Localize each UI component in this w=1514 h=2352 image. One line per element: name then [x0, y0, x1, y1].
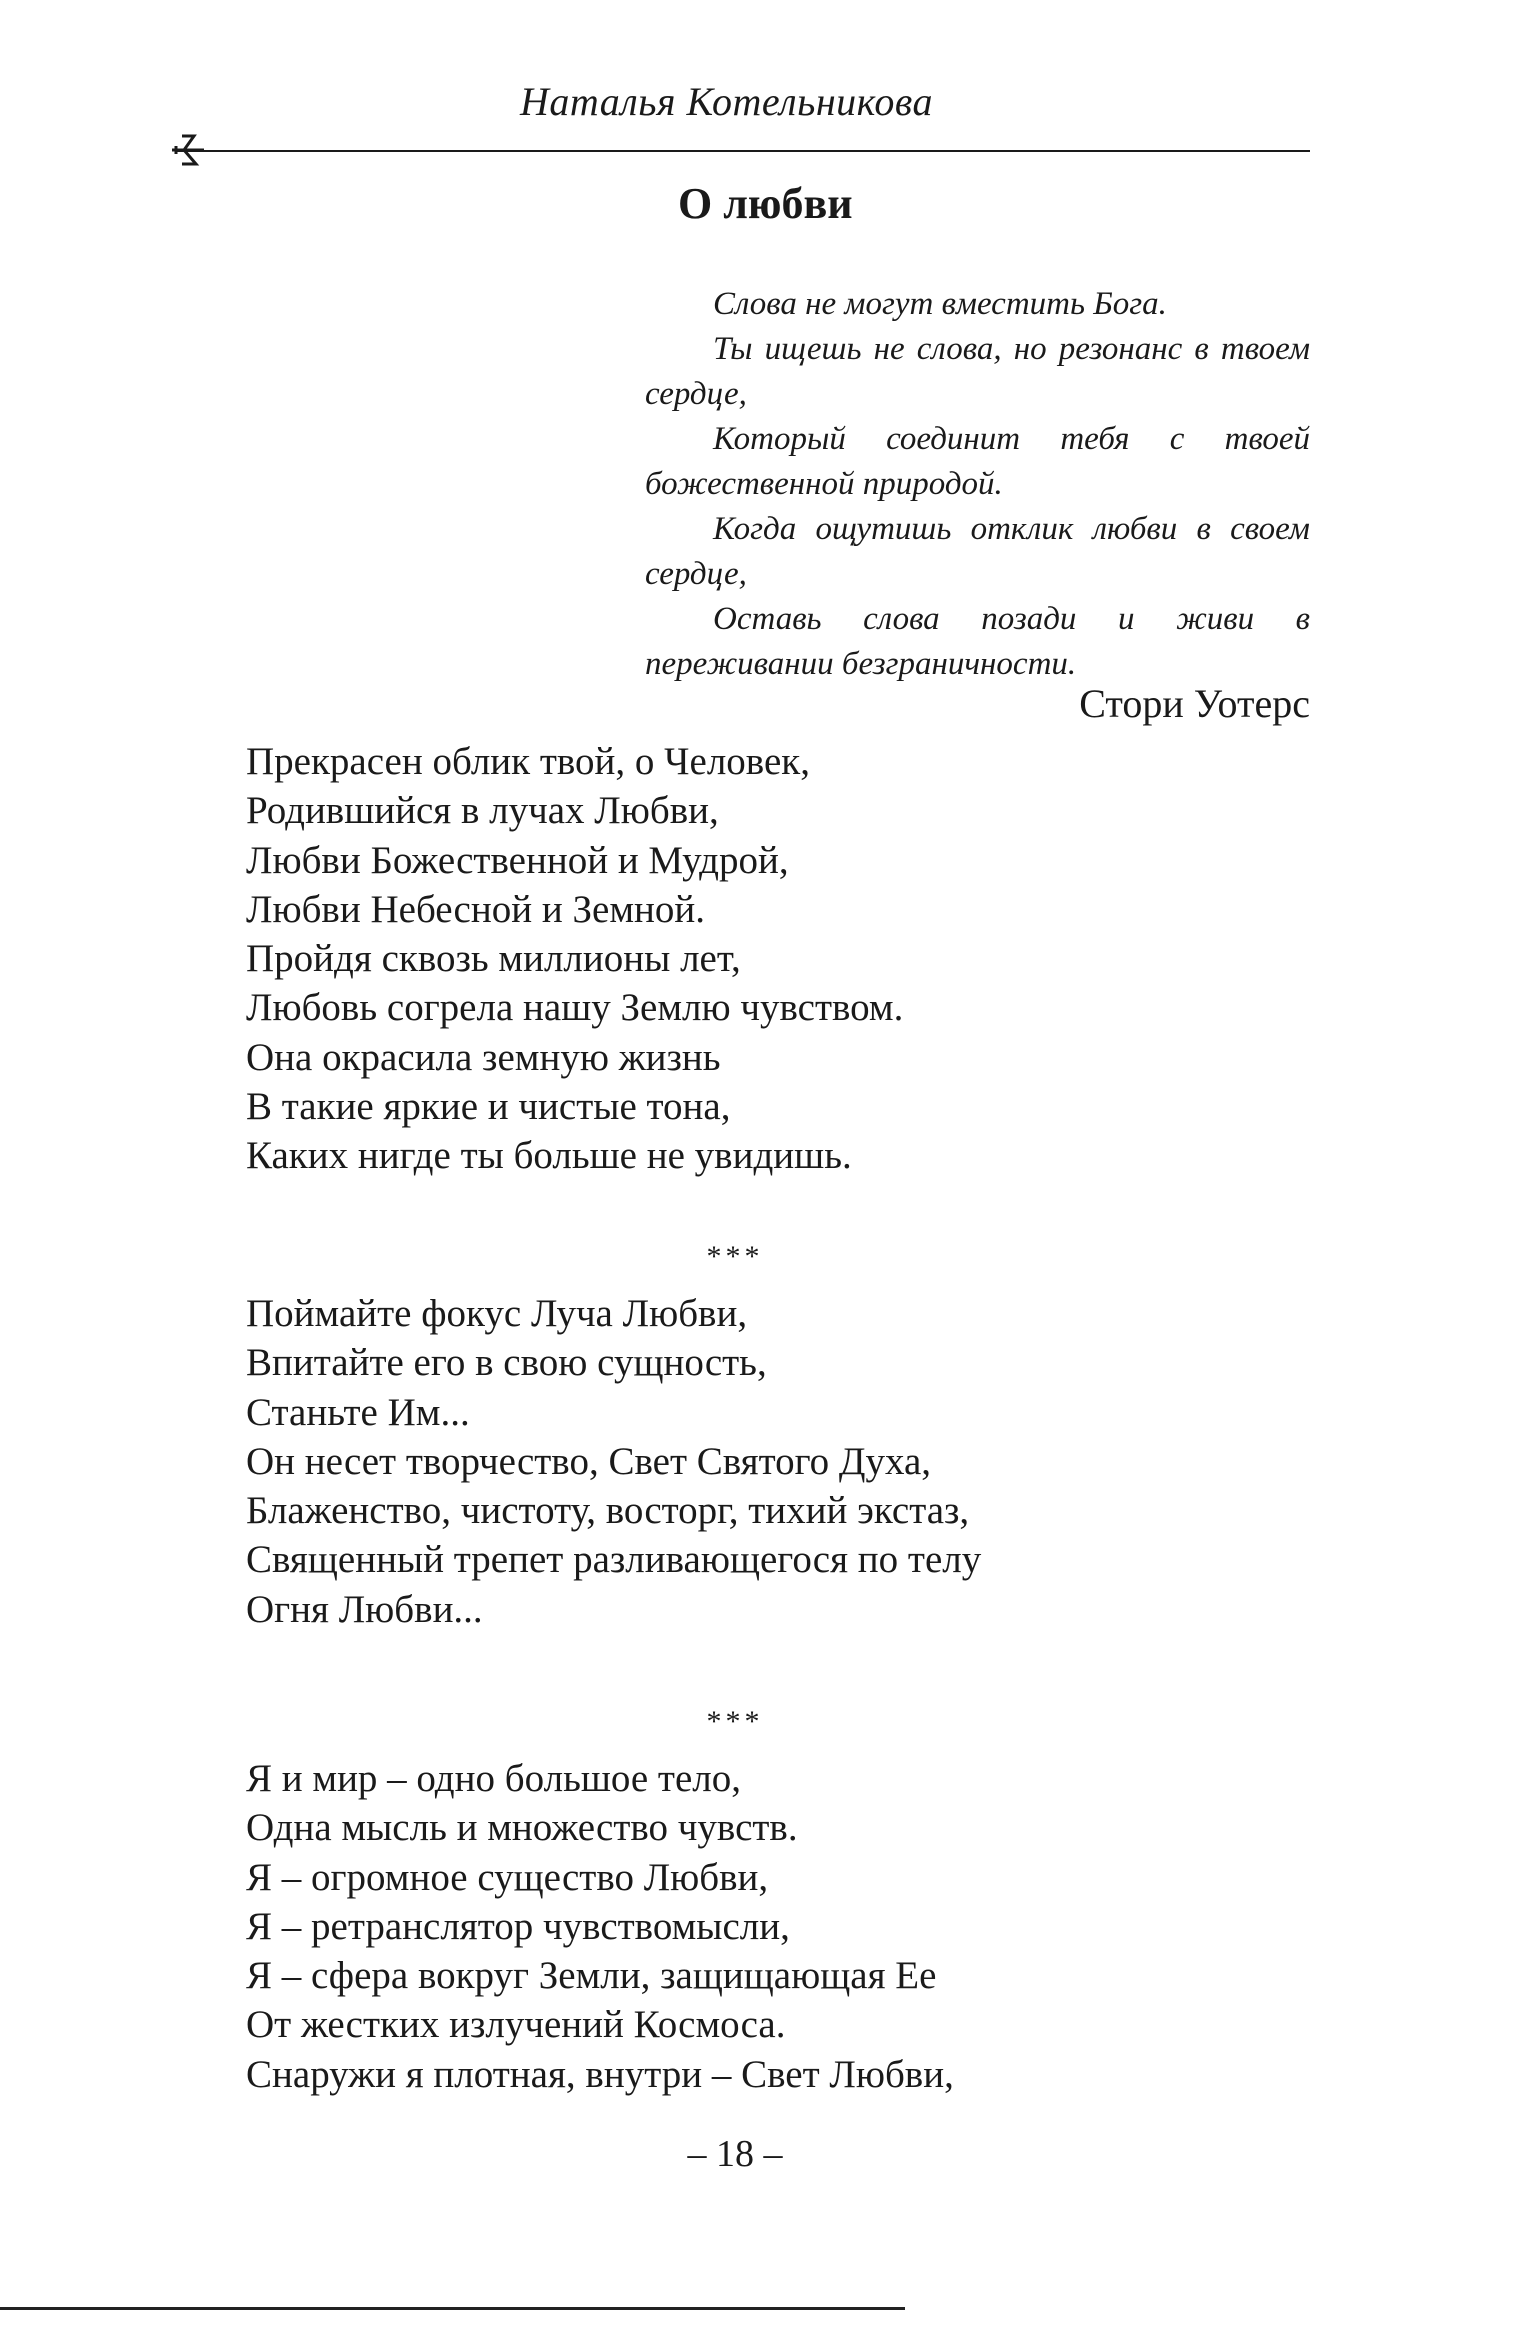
- running-header-author: Наталья Котельникова: [520, 79, 933, 124]
- poem-line: Прекрасен облик твой, о Человек,: [246, 740, 810, 783]
- poem-line: Любви Небесной и Земной.: [246, 887, 705, 931]
- poem-line: Каких нигде ты больше не увидишь.: [246, 1134, 852, 1178]
- poem-stanza-1: [246, 737, 903, 1181]
- epigraph-line: Оставь слова позади и живи в переживании безграничности.: [645, 601, 1310, 682]
- stanza-separator: ***: [706, 1240, 764, 1273]
- poem-line: Блаженство, чистоту, восторг, тихий экстаз,: [246, 1489, 970, 1533]
- poem-line: Я – ретранслятор чувствомысли,: [246, 1904, 790, 1948]
- poem-stanza-2: [246, 1289, 981, 1634]
- poem-line: Любовь согрела нашу Землю чувством.: [246, 986, 904, 1030]
- scan-edge-rule: [0, 2307, 905, 2310]
- epigraph-author: Стори Уотерс: [1079, 681, 1310, 726]
- poem-line: Я – сфера вокруг Земли, защищающая Ее: [246, 1954, 937, 1998]
- poem-line: Впитайте его в свою сущность,: [246, 1341, 767, 1385]
- poem-line: Станьте Им...: [246, 1390, 470, 1434]
- poem-line: Священный трепет разливающегося по телу: [246, 1538, 982, 1582]
- poem-line: Любви Божественной и Мудрой,: [246, 838, 789, 882]
- chapter-title: О любви: [678, 179, 853, 228]
- epigraph-line: Слова не могут вместить Бога.: [713, 286, 1167, 322]
- epigraph: [645, 282, 1310, 687]
- epigraph-line: Ты ищешь не слова, но резонанс в твоем сердце,: [645, 331, 1310, 412]
- poem-line: От жестких излучений Космоса.: [246, 2003, 786, 2047]
- poem-line: Я – огромное существо Любви,: [246, 1855, 769, 1899]
- poem-line: Родившийся в лучах Любви,: [246, 789, 719, 833]
- poem-line: Я и мир – одно большое тело,: [246, 1757, 741, 1800]
- poem-stanza-3: [246, 1754, 954, 2099]
- epigraph-line: Когда ощутишь отклик любви в своем сердце,: [645, 511, 1310, 592]
- poem-line: В такие яркие и чистые тона,: [246, 1085, 731, 1129]
- page-number: – 18 –: [687, 2133, 783, 2175]
- poem-line: Она окрасила земную жизнь: [246, 1035, 721, 1079]
- poem-line: Снаружи я плотная, внутри – Свет Любви,: [246, 2052, 954, 2096]
- header-divider: [175, 150, 1310, 152]
- poem-line: Поймайте фокус Луча Любви,: [246, 1292, 748, 1335]
- poem-line: Пройдя сквозь миллионы лет,: [246, 937, 741, 981]
- poem-line: Огня Любви...: [246, 1587, 483, 1631]
- poem-line: Он несет творчество, Свет Святого Духа,: [246, 1439, 932, 1483]
- stanza-separator: ***: [706, 1705, 764, 1738]
- poem-line: Одна мысль и множество чувств.: [246, 1806, 798, 1850]
- epigraph-line: Который соединит тебя с твоей божественной природой.: [645, 421, 1310, 502]
